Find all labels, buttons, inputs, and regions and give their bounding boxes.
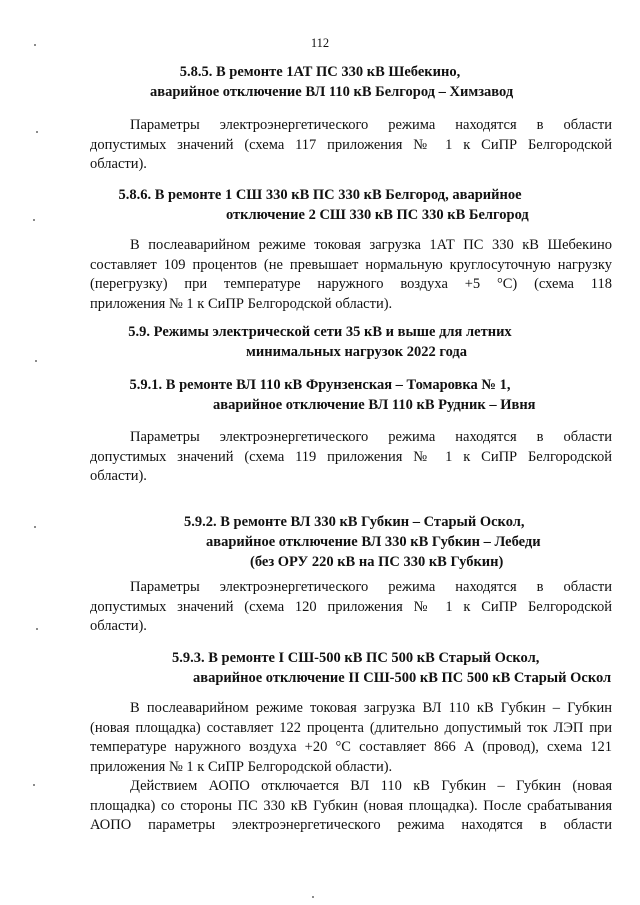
paragraph-5-9-3-b (90, 777, 612, 836)
paragraph-line: площадка) со стороны ПС 330 кВ Губкин (новая площадка). После срабатывания (90, 797, 612, 814)
scan-speck (36, 628, 38, 630)
paragraph-line: допустимых значений (схема 117 приложения № 1 к СиПР Белгородской (90, 136, 612, 153)
scan-speck (312, 896, 314, 898)
paragraph-line: области). (90, 468, 147, 484)
paragraph-line: Параметры электроэнергетического режима находятся в области (130, 579, 612, 595)
paragraph-line: Действием АОПО отключается ВЛ 110 кВ Губкин – Губкин (новая (130, 778, 612, 794)
paragraph-5-8-5 (90, 116, 612, 175)
heading-line: 5.9.2. В ремонте ВЛ 330 кВ Губкин – Старый Оскол, (184, 514, 525, 530)
scan-speck (33, 219, 35, 221)
heading-line: 5.8.5. В ремонте 1АТ ПС 330 кВ Шебекино, (179, 64, 461, 80)
heading-line: 5.9.3. В ремонте I СШ-500 кВ ПС 500 кВ Старый Оскол, (172, 650, 540, 666)
paragraph-line: В послеаварийном режиме токовая загрузка 1АТ ПС 330 кВ Шебекино (130, 237, 612, 253)
heading-line: аварийное отключение ВЛ 330 кВ Губкин – Лебеди (206, 534, 541, 550)
paragraph-line: (перегрузку) при температуре наружного воздуха +5 °C) (схема 118 (90, 276, 612, 292)
paragraph-5-9-3-a (90, 699, 612, 777)
heading-line: отключение 2 СШ 330 кВ ПС 330 кВ Белгород (226, 207, 529, 223)
heading-5-9 (0, 322, 640, 362)
heading-line: аварийное отключение II СШ-500 кВ ПС 500 кВ Старый Оскол (193, 670, 612, 686)
heading-line: аварийное отключение ВЛ 110 кВ Белгород – Химзавод (150, 84, 514, 100)
paragraph-line: приложения № 1 к СиПР Белгородской области). (90, 295, 393, 312)
paragraph-line: области). (90, 618, 147, 634)
paragraph-line: допустимых значений (схема 119 приложения № 1 к СиПР Белгородской (90, 448, 612, 465)
heading-line: (без ОРУ 220 кВ на ПС 330 кВ Губкин) (250, 554, 504, 570)
paragraph-5-9-1 (90, 428, 612, 487)
paragraph-line: Параметры электроэнергетического режима находятся в области (130, 117, 612, 133)
scan-speck (34, 526, 36, 528)
paragraph-line: Параметры электроэнергетического режима находятся в области (130, 429, 612, 445)
paragraph-5-9-2 (90, 578, 612, 637)
heading-line: минимальных нагрузок 2022 года (246, 344, 467, 360)
heading-5-8-5 (0, 62, 640, 102)
paragraph-line: (новая площадка) составляет 122 процента (длительно допустимый ток ЛЭП при (90, 719, 612, 736)
paragraph-line: температуре наружного воздуха +20 °C составляет 866 А (провод), схема 121 (90, 739, 612, 755)
scan-speck (36, 131, 38, 133)
page-number: 112 (310, 36, 330, 50)
paragraph-line: области). (90, 156, 147, 172)
scan-speck (33, 784, 35, 786)
heading-line: 5.8.6. В ремонте 1 СШ 330 кВ ПС 330 кВ Белгород, аварийное (118, 187, 522, 203)
heading-line: аварийное отключение ВЛ 110 кВ Рудник – Ивня (213, 397, 536, 413)
heading-5-9-2 (0, 512, 640, 572)
heading-line: 5.9.1. В ремонте ВЛ 110 кВ Фрунзенская – Томаровка № 1, (129, 377, 511, 393)
heading-5-8-6 (0, 185, 640, 225)
scan-speck (34, 44, 36, 46)
paragraph-5-8-6 (90, 236, 612, 314)
heading-line: 5.9. Режимы электрической сети 35 кВ и выше для летних (128, 324, 512, 340)
paragraph-line: приложения № 1 к СиПР Белгородской области). (90, 758, 393, 775)
paragraph-line: допустимых значений (схема 120 приложения № 1 к СиПР Белгородской (90, 598, 612, 615)
scan-speck (35, 360, 37, 362)
paragraph-line: составляет 109 процентов (не превышает нормальную круглосуточную нагрузку (90, 256, 612, 273)
paragraph-line: АОПО параметры электроэнергетического режима находятся в области (90, 817, 612, 833)
heading-5-9-3 (0, 648, 640, 688)
heading-5-9-1 (0, 375, 640, 415)
paragraph-line: В послеаварийном режиме токовая загрузка ВЛ 110 кВ Губкин – Губкин (130, 700, 612, 716)
